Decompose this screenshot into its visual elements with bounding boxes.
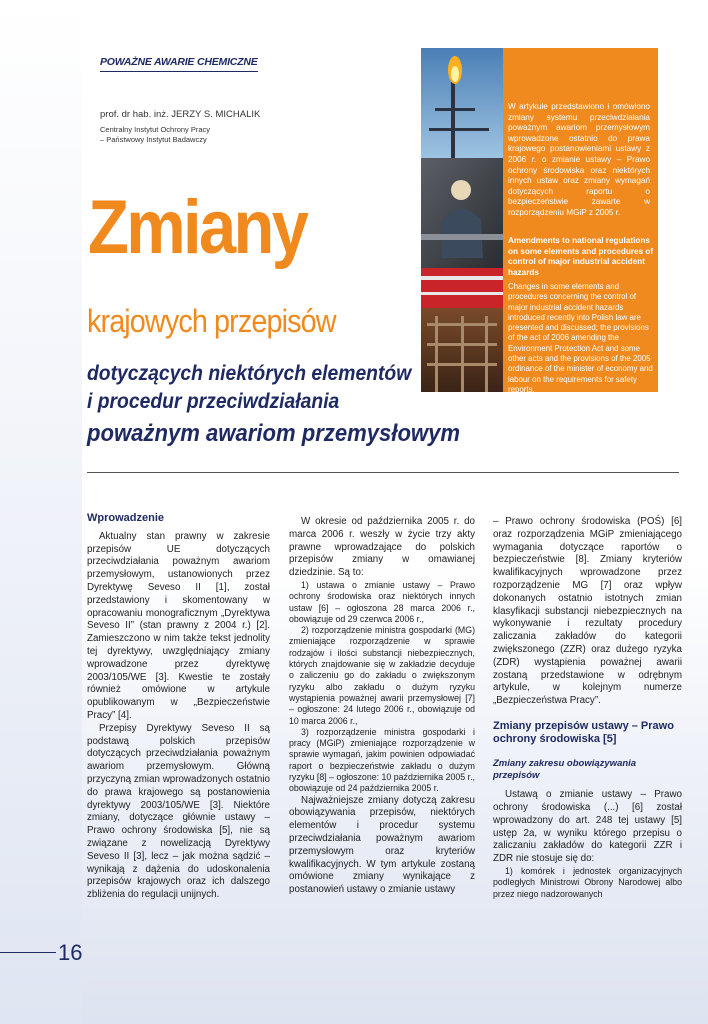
page-number-rule [0, 952, 56, 953]
author-affiliation [100, 125, 210, 144]
affiliation-line-2: – Państwowy Instytut Badawczy [100, 134, 207, 144]
section-underline [100, 71, 258, 72]
abstract-english-title: Amendments to national regulations on some elements and procedures of control of major industrial accident hazards [508, 236, 654, 277]
industrial-photo [421, 48, 503, 392]
article-subtitle-line-3: poważnym awariom przemysłowym [87, 420, 461, 447]
subsection-heading: Zmiany zakresu obowiązywania przepisów [493, 757, 637, 782]
section-heading-introduction: Wprowadzenie [87, 512, 165, 524]
paragraph: – Prawo ochrony środowiska (POŚ) [6] oraz rozporządzenia MGiP zmieniającego wymagania dotyczące raportów o bezpieczeństwie [8]. Zmiany kryteriów kwalifikacyjnych wprowadzone przez rozporządzenie MG [7] oraz wpływ dokonanych ostatnio istotnych zmian klasyfikacji substancji niebezpiecznych na wykonywanie i rezultaty procedury zaliczania zakładów do kategorii zwiększonego (ZZR) oraz dużego ryzyka (ZDR) wystąpienia poważnej awarii zostaną przedstawione w odrębnym artykule, w kolejnym numerze „Bezpieczeństwa Pracy”. [493, 516, 682, 707]
paragraph: Najważniejsze zmiany dotyczą zakresu obowiązywania przepisów, niektórych elementów i procedur systemu przeciwdziałania poważnym awariom przemysłowym oraz kryteriów kwalifikacyjnych. W tym artykule zostaną omówione zmiany wynikające z postanowień ustawy o zmianie ustawy [289, 794, 475, 896]
article-title-sub: krajowych przepisów [87, 303, 336, 339]
text-column-1 [87, 512, 270, 902]
list-item: 1) komórek i jednostek organizacyjnych podległych Ministrowi Obrony Narodowej albo przez niego nadzorowanych [493, 865, 682, 899]
paragraph: Przepisy Dyrektywy Seveso II są podstawą polskich przepisów dotyczących przeciwdziałania poważnym awariom przemysłowym. Główną przyczyną zmian wprowadzonych ostatnio do prawa krajowego są postanowienia dyrektywy 2003/105/WE [3]. Niektóre zmiany, dotyczące głównie ustawy – Prawo ochrony środowiska [5], nie są związane z nowelizacją Dyrektywy Seveso II [3], lecz – jak można sądzić – wynikają z dążenia do udoskonalenia przepisów krajowych oraz ich dalszego zbliżenia do regulacji unijnych. [87, 722, 270, 901]
text-column-3 [493, 516, 682, 900]
article-subtitle-line-1: dotyczących niektórych elementów [87, 362, 412, 385]
abstract-english: Changes in some elements and procedures concerning the control of major industrial accident hazards introduced recently into Polish law are presented and discussed; the provisions of the act of 2006 amending the Environment Protection Act and some other acts and the provisions of the 2005 ordinance of the minister of economy and labour on the requirements for safety reports. [508, 282, 653, 394]
section-label: POWAŻNE AWARIE CHEMICZNE [100, 56, 258, 68]
abstract-polish: W artykule przedstawiono i omówiono zmiany systemu przeciwdziałania poważnym awariom przemysłowym wprowadzone ostatnio do prawa krajowego postanowieniami ustawy z 2006 r. o zmianie ustawy – Prawo ochrony środowiska oraz niektórych innych ustaw oraz zmiany wymagań dotyczących raportu o bezpieczeństwie zawarte w rozporządzeniu MGiP z 2005 r. [508, 102, 650, 217]
paragraph: Ustawą o zmianie ustawy – Prawo ochrony środowiska (...) [6] został wprowadzony do art. 248 tej ustawy [5] ustęp 2a, w wyniku którego przepisu o zaliczaniu zakładów do kategorii ZZR i ZDR nie stosuje się do: [493, 789, 682, 865]
article-subtitle-line-2: i procedur przeciwdziałania [87, 390, 340, 413]
list-item: 1) ustawa o zmianie ustawy – Prawo ochrony środowiska oraz niektórych innych ustaw [6] – ogłoszona 28 marca 2006 r., obowiązuje od 29 czerwca 2006 r., [289, 579, 475, 624]
list-item: 2) rozporządzenie ministra gospodarki (MG) zmieniające rozporządzenie w sprawie rodzajów i ilości substancji niebezpiecznych, których znajdowanie się w zakładzie decyduje o zaliczeniu go do zakładu o zwiększonym ryzyku albo zakładu o dużym ryzyku wystąpienia poważnej awarii przemysłowej [7] – ogłoszone: 24 lutego 2006 r., obowiązuje od 10 marca 2006 r., [289, 625, 475, 726]
text-column-2 [289, 516, 475, 897]
paragraph: Aktualny stan prawny w zakresie przepisów UE dotyczących przeciwdziałania poważnym awariom przemysłowym, ustanowionych przez Dyrektywę Seveso II [1], został przedstawiony i skomentowany w opracowaniu monograficznym „Dyrektywa Seveso II” (stan prawny z 2004 r.) [2]. Zamieszczono w nim także tekst jednolity tej dyrektywy, uwzględniający zmiany wprowadzone przez dyrektywę 2003/105/WE [3]. Kwestie te zostały również omówione w artykule opublikowanym w „Bezpieczeństwie Pracy” [4]. [87, 530, 270, 721]
list-item: 3) rozporządzenie ministra gospodarki i pracy (MGiP) zmieniające rozporządzenie w sprawie wymagań, jakim powinien odpowiadać raport o bezpieczeństwie zakładu o dużym ryzyku [8] – ogłoszone: 10 października 2005 r., obowiązuje od 24 października 2005 r. [289, 726, 475, 794]
left-margin-band [0, 0, 82, 1024]
title-divider [87, 472, 679, 473]
author-name: prof. dr hab. inż. JERZY S. MICHALIK [100, 109, 261, 120]
article-title: Zmiany [88, 185, 307, 270]
page-number: 16 [58, 940, 83, 965]
affiliation-line-1: Centralny Instytut Ochrony Pracy [100, 125, 211, 134]
paragraph: W okresie od października 2005 r. do marca 2006 r. weszły w życie trzy akty prawne wprowadzające do polskich przepisów zmiany w omawianej dziedzinie. Są to: [289, 516, 475, 579]
section-heading-environment-law: Zmiany przepisów ustawy – Prawo ochrony środowiska [5] [493, 719, 674, 745]
